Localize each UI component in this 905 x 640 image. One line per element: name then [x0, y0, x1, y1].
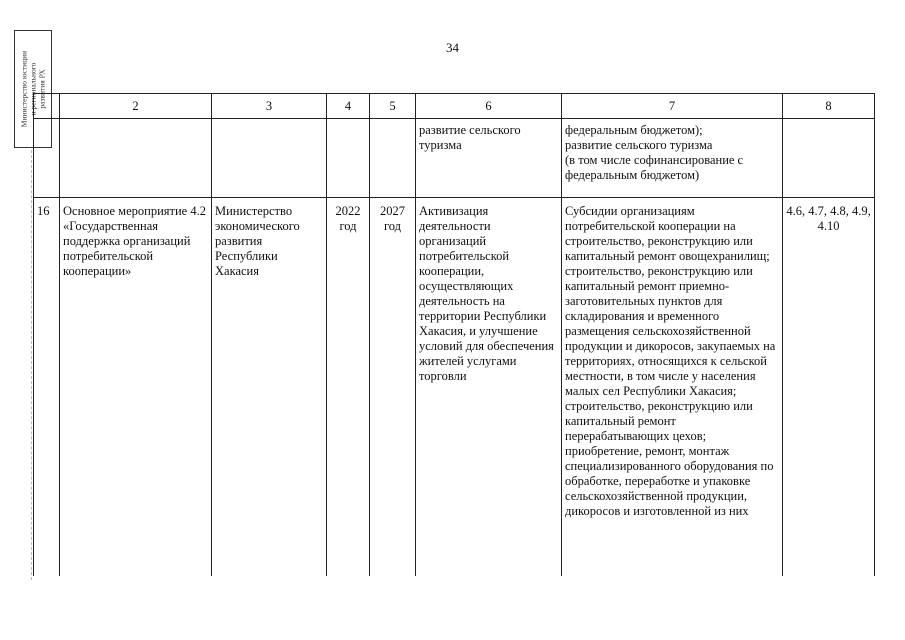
header-cell-4: 4: [327, 94, 370, 119]
table-header-row: [34, 94, 875, 119]
cell-num: [34, 119, 60, 198]
cell-col3: [212, 119, 327, 198]
stamp-line: Министерство юстиции: [19, 50, 29, 128]
cell-start-year: 2022 год: [327, 198, 370, 577]
cell-col4: [327, 119, 370, 198]
header-cell-5: 5: [370, 94, 416, 119]
table-row-continued: [34, 119, 875, 198]
cell-col8: [783, 119, 875, 198]
cell-col6: развитие сельского туризма: [416, 119, 562, 198]
cell-description: Субсидии организациям потребительской кооперации на строительство, реконструкцию или капитальный ремонт овощехранилищ; строительство, реконструкцию или капитальный ремонт приемно-заготовительных пунктов для складирования и временного размещения сельскохозяйственной продукции и дикоросов, закупаемых на территориях, относящихся к сельской местности, в том числе у населения малых сел Республики Хакасия; строительство, реконструкцию или капитальный ремонт перерабатывающих цехов; приобретение, ремонт, монтаж специализированного оборудования по обработке, переработке и упаковке сельскохозяйственной продукции, дикоросов и изготовленной из них: [562, 198, 783, 577]
page-number: 34: [446, 40, 459, 55]
cell-end-year: 2027 год: [370, 198, 416, 577]
cell-col7: [562, 119, 783, 198]
cell-col2: [60, 119, 212, 198]
header-cell-2: 2: [60, 94, 212, 119]
cell-indicators: 4.6, 4.7, 4.8, 4.9, 4.10: [783, 198, 875, 577]
header-cell-1: [34, 94, 60, 119]
header-cell-7: 7: [562, 94, 783, 119]
cell-activity: Основное мероприятие 4.2 «Государственная поддержка организаций потребительской кооперации»: [60, 198, 212, 577]
header-cell-6: 6: [416, 94, 562, 119]
table-row-16: [34, 198, 875, 577]
cell-col7-line: федеральным бюджетом);: [565, 123, 703, 137]
cell-col7-line: развитие сельского туризма: [565, 138, 713, 152]
header-cell-3: 3: [212, 94, 327, 119]
cell-result: Активизация деятельности организаций потребительской кооперации, осуществляющих деятельность на территории Республики Хакасия, и улучшение условий для обеспечения жителей услугами торговли: [416, 198, 562, 577]
cell-num: 16: [34, 198, 60, 577]
header-cell-8: 8: [783, 94, 875, 119]
cell-executor: Министерство экономического развития Республики Хакасия: [212, 198, 327, 577]
cell-col7-line: (в том числе софинансирование с федеральным бюджетом): [565, 153, 744, 182]
program-table: [33, 93, 875, 576]
stamp-line: развития РХ: [37, 69, 47, 109]
stamp-line: и регионального: [28, 62, 38, 116]
cell-col5: [370, 119, 416, 198]
